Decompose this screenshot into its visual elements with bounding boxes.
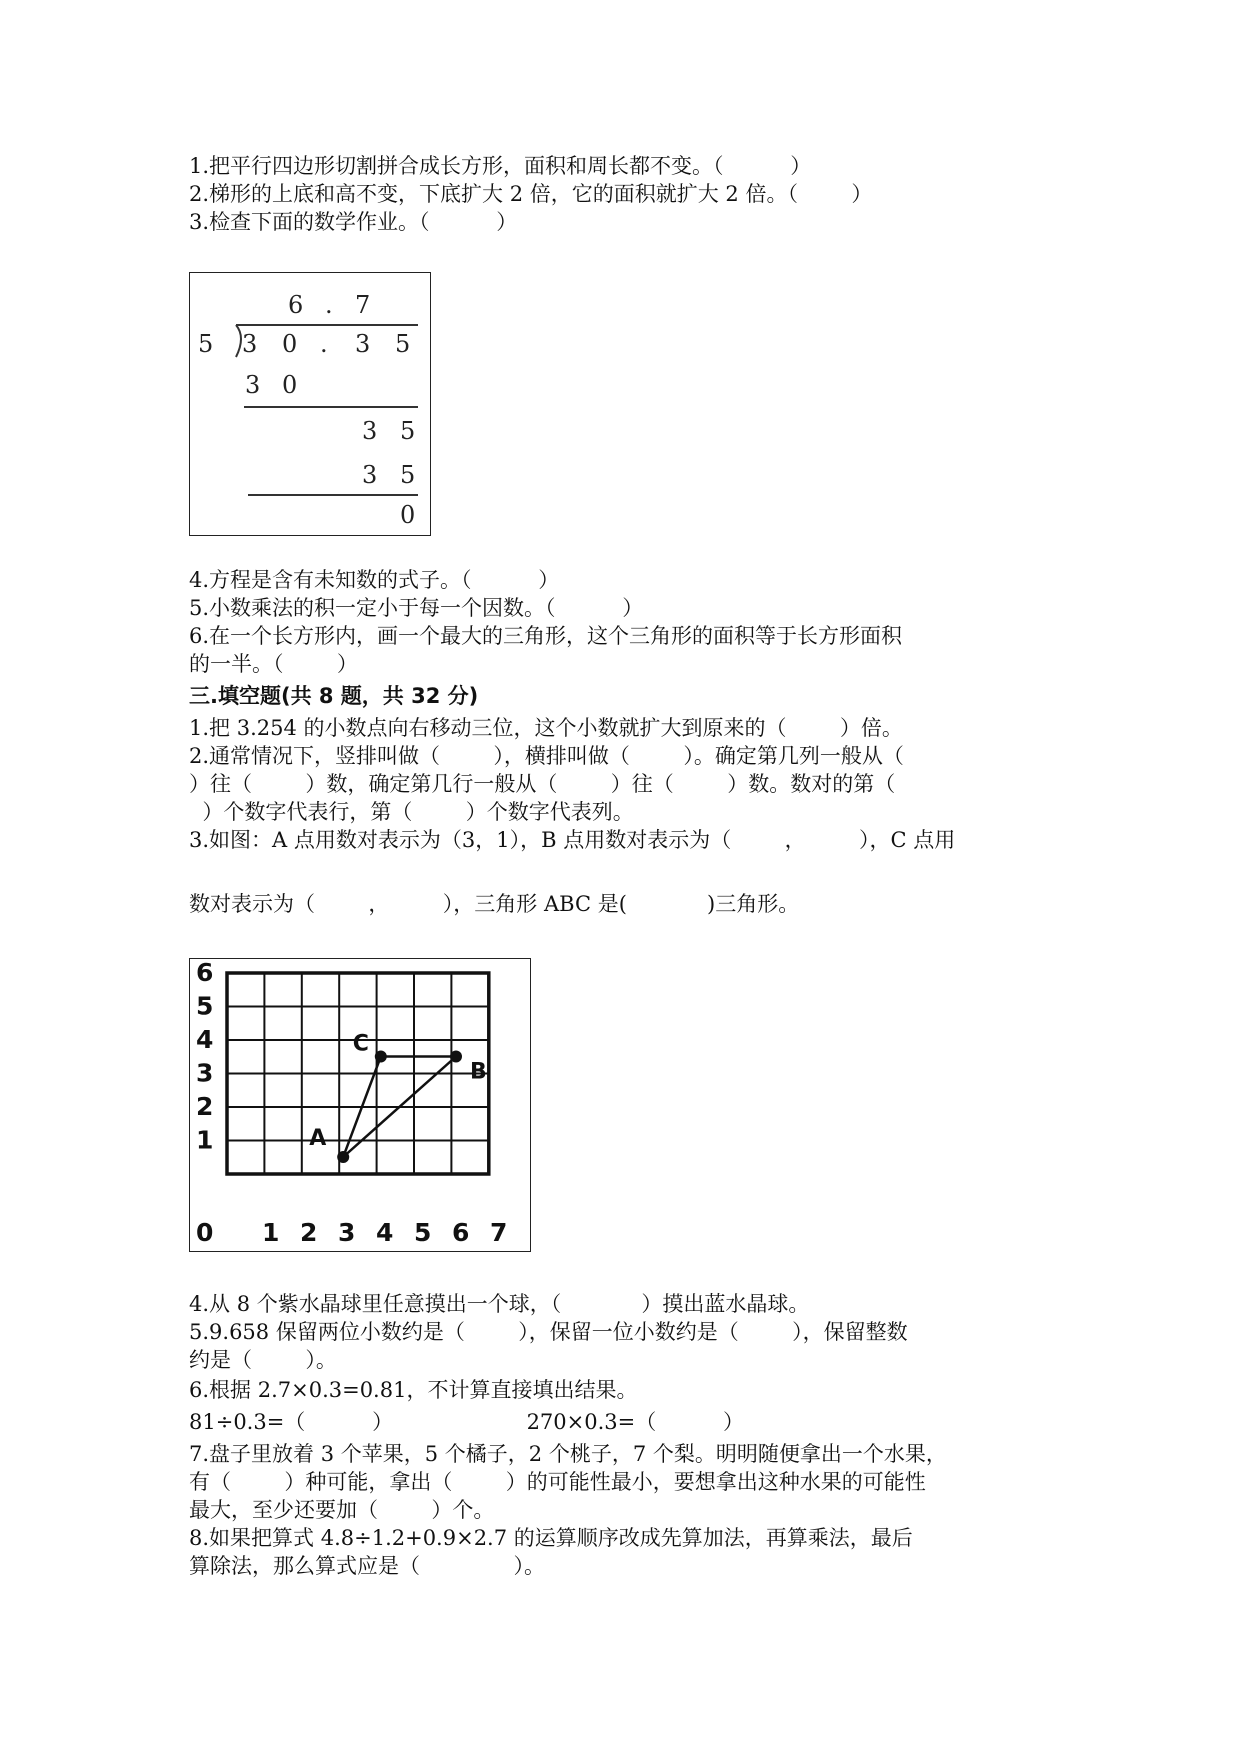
fill-question-7-cont: 有（ ）种可能，拿出（ ）的可能性最小，要想拿出这种水果的可能性 (189, 1470, 926, 1494)
quotient-digit: 7 (355, 291, 371, 319)
dividend-digit: 5 (395, 330, 411, 358)
step1-digit: 0 (282, 371, 298, 399)
x-tick-label: 7 (490, 1218, 508, 1247)
step2-digit: 5 (400, 417, 416, 445)
question-6: 6.在一个长方形内，画一个最大的三角形，这个三角形的面积等于长方形面积 (189, 624, 903, 648)
question-4: 4.方程是含有未知数的式子。（ ） (189, 568, 560, 592)
axis-labels (196, 959, 507, 1247)
step1-digit: 3 (245, 371, 261, 399)
fill-question-5: 5.9.658 保留两位小数约是（ ），保留一位小数约是（ ），保留整数 (189, 1320, 908, 1344)
dividend-point: . (320, 330, 328, 358)
question-3: 3.检查下面的数学作业。（ ） (189, 210, 518, 234)
point-c (375, 1051, 387, 1063)
y-tick-label: 4 (196, 1025, 214, 1054)
point-b (450, 1051, 462, 1063)
x-tick-label: 6 (452, 1218, 470, 1247)
dividend-digit: 0 (282, 330, 298, 358)
x-tick-label: 4 (376, 1218, 394, 1247)
triangle-abc (309, 1032, 487, 1164)
fill-question-1: 1.把 3.254 的小数点向右移动三位，这个小数就扩大到原来的（ ）倍。 (189, 716, 903, 740)
section-title: 三.填空题(共 8 题，共 32 分) (189, 684, 479, 708)
x-tick-label: 2 (300, 1218, 318, 1247)
y-tick-label: 1 (196, 1125, 214, 1155)
y-tick-label: 6 (196, 959, 214, 987)
question-5: 5.小数乘法的积一定小于每一个因数。（ ） (189, 596, 644, 620)
fill-question-6: 6.根据 2.7×0.3=0.81，不计算直接填出结果。 (189, 1378, 638, 1402)
question-6-cont: 的一半。（ ） (189, 652, 358, 676)
quotient-digit: 6 (288, 291, 304, 319)
fill-question-4: 4.从 8 个紫水晶球里任意摸出一个球，（ ）摸出蓝水晶球。 (189, 1292, 810, 1316)
x-tick-label: 1 (262, 1218, 280, 1247)
long-division-figure (189, 272, 431, 536)
x-tick-label: 5 (414, 1218, 432, 1247)
coordinate-grid-figure (189, 958, 531, 1252)
step2-digit: 3 (362, 417, 378, 445)
y-tick-label: 3 (196, 1058, 214, 1088)
dividend-digit: 3 (355, 330, 371, 358)
question-1: 1.把平行四边形切割拼合成长方形，面积和周长都不变。（ ） (189, 154, 812, 178)
x-tick-label: 3 (338, 1218, 356, 1247)
fill-question-2-cont: ）往（ ）数，确定第几行一般从（ ）往（ ）数。数对的第（ (189, 772, 896, 796)
fill-question-2: 2.通常情况下，竖排叫做（ ），横排叫做（ ）。确定第几列一般从（ (189, 744, 904, 768)
y-tick-label: 2 (196, 1092, 214, 1121)
point-a (337, 1151, 349, 1163)
fill-question-8-cont: 算除法，那么算式应是（ ）。 (189, 1554, 545, 1578)
divisor: 5 (198, 330, 214, 358)
fill-question-3-cont: 数对表示为（ ， ），三角形 ABC 是( )三角形。 (189, 892, 800, 916)
fill-question-2-cont: ）个数字代表行，第（ ）个数字代表列。 (189, 800, 634, 824)
point-label-c: C (352, 1031, 369, 1057)
fill-question-6-calcs: 81÷0.3=（ ） 270×0.3=（ ） (189, 1410, 744, 1434)
fill-question-7-cont: 最大，至少还要加（ ）个。 (189, 1498, 495, 1522)
fill-question-8: 8.如果把算式 4.8÷1.2+0.9×2.7 的运算顺序改成先算加法，再算乘法，最后 (189, 1526, 913, 1550)
dividend-digit: 3 (242, 330, 258, 358)
step3-digit: 3 (362, 461, 378, 489)
y-tick-label: 5 (196, 991, 214, 1021)
fill-question-5-cont: 约是（ ）。 (189, 1348, 337, 1372)
quotient-point: . (325, 291, 333, 319)
point-label-a: A (309, 1126, 327, 1151)
remainder: 0 (400, 501, 416, 529)
fill-question-3: 3.如图：A 点用数对表示为（3，1），B 点用数对表示为（ ， ），C 点用 (189, 828, 956, 852)
y-tick-label: 0 (196, 1218, 214, 1247)
step3-digit: 5 (400, 461, 416, 489)
fill-question-7: 7.盘子里放着 3 个苹果，5 个橘子，2 个桃子，7 个梨。明明随便拿出一个水果， (189, 1442, 947, 1466)
division-bracket (236, 325, 241, 357)
point-label-b: B (470, 1059, 487, 1085)
question-2: 2.梯形的上底和高不变，下底扩大 2 倍，它的面积就扩大 2 倍。（ ） (189, 182, 873, 206)
